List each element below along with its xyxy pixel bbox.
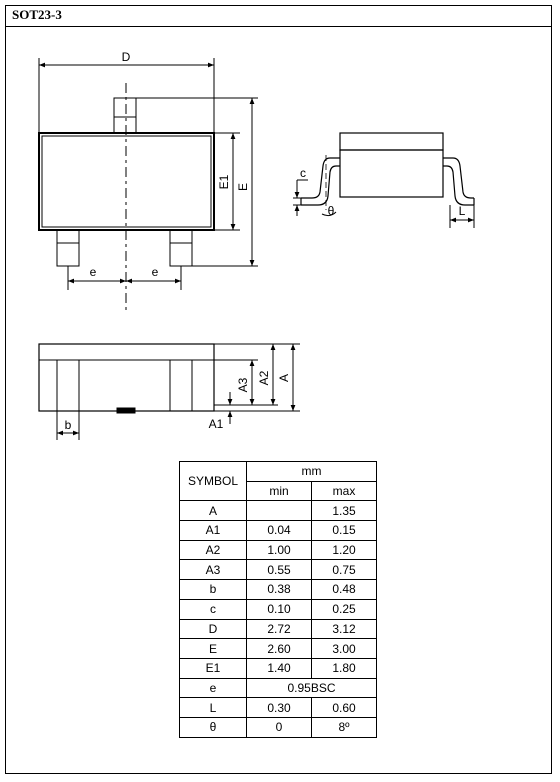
- table-row: [180, 698, 377, 718]
- dim-label-D: D: [121, 50, 131, 64]
- table-cell-min: 1.00: [247, 540, 312, 560]
- table-cell-max: 0.15: [312, 521, 377, 541]
- table-cell-max: 0.60: [312, 698, 377, 718]
- table-cell-max: 1.20: [312, 540, 377, 560]
- table-cell-symbol: c: [180, 599, 247, 619]
- dim-label-A3: A3: [236, 377, 250, 393]
- table-cell-max: 3.00: [312, 639, 377, 659]
- table-cell-symbol: E1: [180, 658, 247, 678]
- table-cell-max: 1.35: [312, 501, 377, 521]
- table-row: [180, 521, 377, 541]
- table-cell-span: 0.95BSC: [247, 678, 377, 698]
- dim-label-theta: θ: [327, 204, 335, 218]
- front-view-pin-1: [57, 360, 79, 411]
- table-row: [180, 540, 377, 560]
- table-cell-max: 0.75: [312, 560, 377, 580]
- table-cell-min: 2.60: [247, 639, 312, 659]
- dim-label-A: A: [277, 373, 291, 383]
- table-row: [180, 619, 377, 639]
- table-header-unit: mm: [247, 462, 377, 482]
- top-view-pin-1: [57, 230, 79, 266]
- table-cell-min: 0.04: [247, 521, 312, 541]
- dimension-table: [179, 461, 377, 738]
- table-cell-symbol: A3: [180, 560, 247, 580]
- dim-label-e-left: e: [89, 265, 97, 279]
- table-cell-symbol: θ: [180, 717, 247, 737]
- table-cell-max: 3.12: [312, 619, 377, 639]
- table-row: [180, 560, 377, 580]
- dim-label-A1: A1: [208, 417, 224, 431]
- side-view-body-top: [340, 133, 443, 150]
- table-cell-symbol: e: [180, 678, 247, 698]
- table-cell-symbol: A1: [180, 521, 247, 541]
- table-row: [180, 599, 377, 619]
- side-view: [301, 133, 474, 210]
- top-view-pin-3: [114, 98, 136, 133]
- dim-label-E1: E1: [217, 174, 231, 190]
- dim-label-A2: A2: [257, 370, 271, 386]
- dim-label-L: L: [458, 204, 466, 218]
- table-row: [180, 639, 377, 659]
- table-cell-min: 2.72: [247, 619, 312, 639]
- table-cell-symbol: b: [180, 580, 247, 600]
- table-row: [180, 658, 377, 678]
- page-title: SOT23-3: [12, 7, 62, 22]
- dim-label-E: E: [236, 182, 250, 192]
- table-cell-min: [247, 501, 312, 521]
- table-row: [180, 580, 377, 600]
- table-header-symbol: SYMBOL: [180, 462, 247, 501]
- table-header-max: max: [312, 481, 377, 501]
- side-view-body: [340, 150, 443, 197]
- table-cell-min: 1.40: [247, 658, 312, 678]
- table-cell-min: 0.10: [247, 599, 312, 619]
- table-cell-max: 8º: [312, 717, 377, 737]
- dim-label-b: b: [64, 418, 72, 432]
- front-view: [39, 344, 300, 440]
- table-cell-min: 0.55: [247, 560, 312, 580]
- table-row: [180, 678, 377, 698]
- front-view-pin-2: [170, 360, 192, 411]
- table-cell-max: 1.80: [312, 658, 377, 678]
- table-row: [180, 717, 377, 737]
- table-cell-max: 0.25: [312, 599, 377, 619]
- table-row: [180, 501, 377, 521]
- table-cell-symbol: D: [180, 619, 247, 639]
- table-cell-symbol: A2: [180, 540, 247, 560]
- table-cell-max: 0.48: [312, 580, 377, 600]
- top-view-pin-2: [170, 230, 192, 266]
- table-header-min: min: [247, 481, 312, 501]
- table-cell-min: 0.30: [247, 698, 312, 718]
- table-cell-symbol: L: [180, 698, 247, 718]
- table-cell-min: 0: [247, 717, 312, 737]
- front-view-pin-3: [117, 408, 135, 413]
- dim-label-c: c: [300, 166, 306, 180]
- table-cell-symbol: A: [180, 501, 247, 521]
- table-cell-symbol: E: [180, 639, 247, 659]
- front-view-body: [39, 344, 214, 411]
- dim-label-e-right: e: [151, 265, 159, 279]
- table-cell-min: 0.38: [247, 580, 312, 600]
